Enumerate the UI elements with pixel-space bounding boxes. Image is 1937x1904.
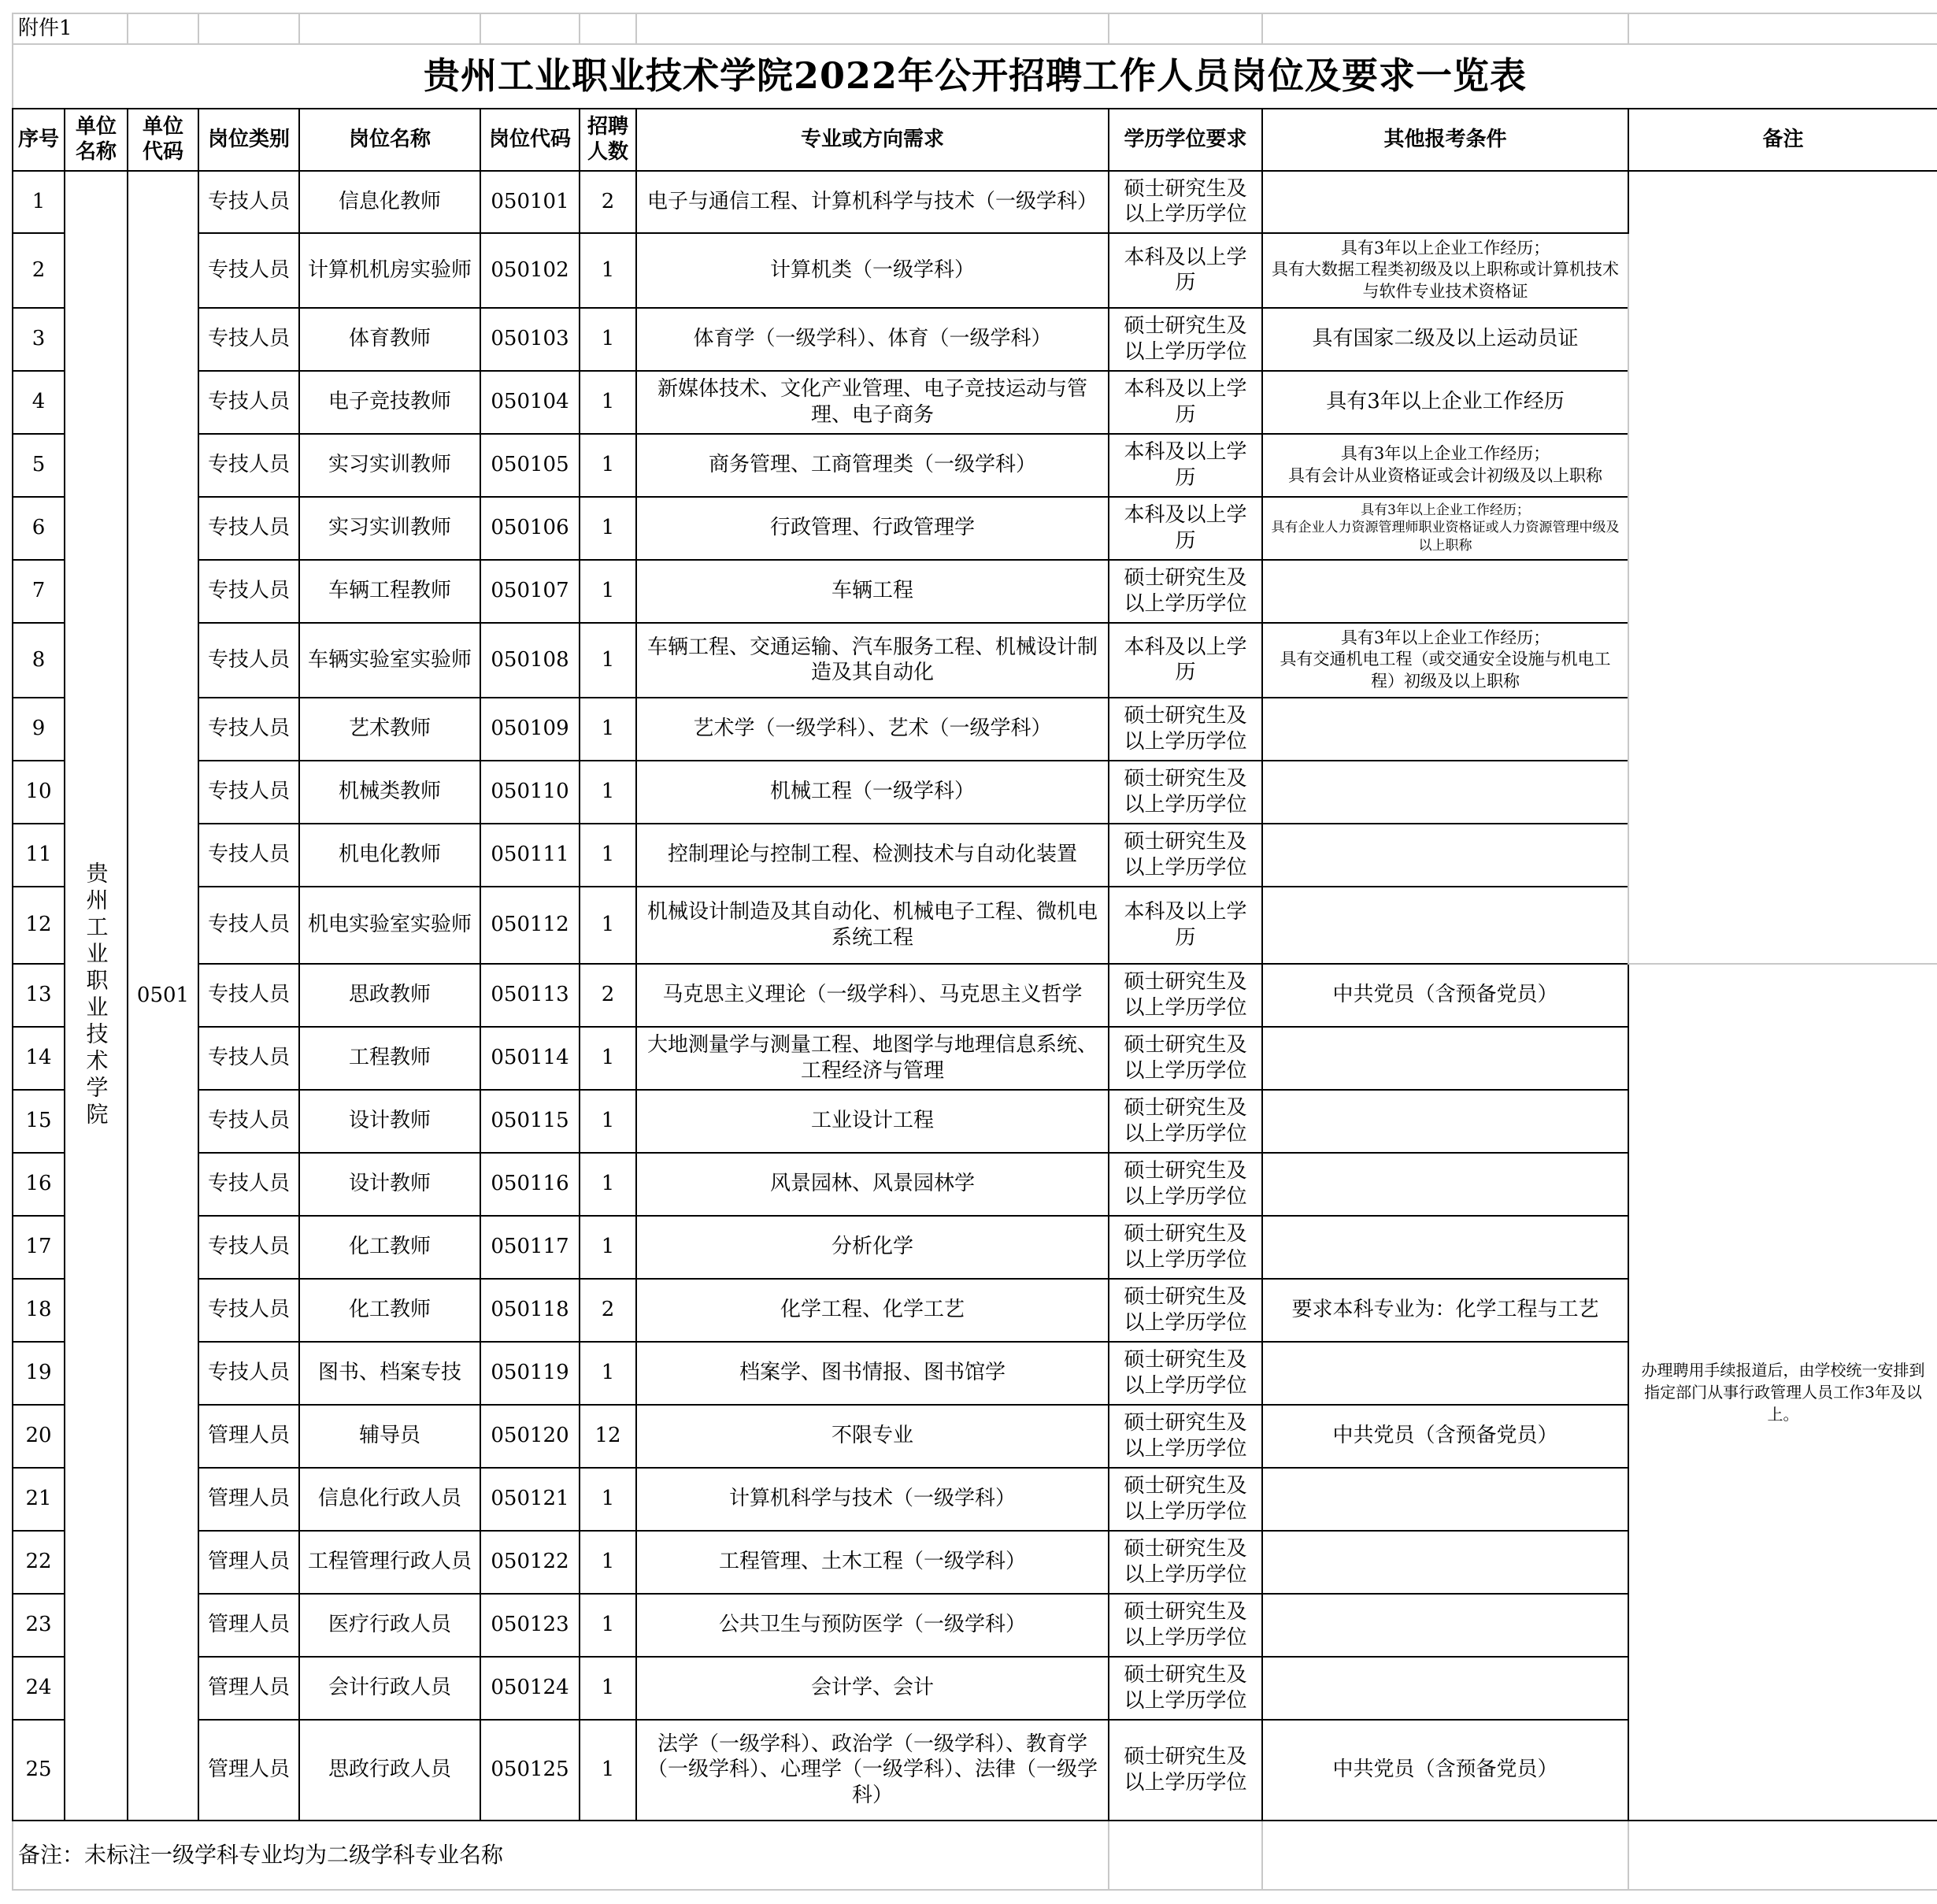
cell-position-code[interactable]: 050116 <box>480 1153 580 1216</box>
cell-degree[interactable]: 本科及以上学历 <box>1109 497 1262 560</box>
footnote-row <box>13 1821 1937 1890</box>
cell-position-code[interactable]: 050109 <box>480 698 580 761</box>
cell-position[interactable]: 设计教师 <box>299 1153 480 1216</box>
cell-count[interactable]: 1 <box>580 623 636 698</box>
cell-position[interactable]: 车辆实验室实验师 <box>299 623 480 698</box>
empty-cell[interactable] <box>1262 1821 1628 1890</box>
cell-position[interactable]: 医疗行政人员 <box>299 1594 480 1657</box>
cell-unit-name[interactable]: 贵州工业职业技术学院 <box>65 171 128 1821</box>
cell-other[interactable]: 具有3年以上企业工作经历； 具有会计从业资格证或会计初级及以上职称 <box>1262 434 1628 497</box>
cell-category[interactable]: 专技人员 <box>198 497 299 560</box>
table-row <box>13 171 1937 233</box>
cell-other[interactable]: 中共党员（含预备党员） <box>1262 1720 1628 1821</box>
cell-major[interactable]: 艺术学（一级学科）、艺术（一级学科） <box>636 698 1109 761</box>
cell-major[interactable]: 风景园林、风景园林学 <box>636 1153 1109 1216</box>
cell-count[interactable]: 1 <box>580 1153 636 1216</box>
cell-position[interactable]: 会计行政人员 <box>299 1657 480 1720</box>
cell-position-code[interactable]: 050119 <box>480 1342 580 1405</box>
cell-position[interactable]: 工程教师 <box>299 1027 480 1090</box>
cell-degree[interactable]: 硕士研究生及以上学历学位 <box>1109 1342 1262 1405</box>
cell-position[interactable]: 信息化教师 <box>299 171 480 233</box>
cell-degree[interactable]: 硕士研究生及以上学历学位 <box>1109 1027 1262 1090</box>
cell-remark[interactable]: 办理聘用手续报道后，由学校统一安排到指定部门从事行政管理人员工作3年及以上。 <box>1628 964 1937 1821</box>
cell-other[interactable] <box>1262 560 1628 623</box>
cell-seq[interactable]: 17 <box>13 1216 65 1279</box>
cell-position[interactable]: 图书、档案专技 <box>299 1342 480 1405</box>
cell-position[interactable]: 电子竞技教师 <box>299 371 480 434</box>
cell-position-code[interactable]: 050118 <box>480 1279 580 1342</box>
cell-position-code[interactable]: 050105 <box>480 434 580 497</box>
header-seq[interactable]: 序号 <box>13 109 65 171</box>
cell-count[interactable]: 1 <box>580 371 636 434</box>
cell-seq[interactable]: 4 <box>13 371 65 434</box>
cell-position-code[interactable]: 050106 <box>480 497 580 560</box>
table-row <box>13 964 1937 1027</box>
cell-count[interactable]: 2 <box>580 964 636 1027</box>
cell-seq[interactable]: 22 <box>13 1531 65 1594</box>
cell-position[interactable]: 机电实验室实验师 <box>299 887 480 964</box>
cell-category[interactable]: 专技人员 <box>198 1342 299 1405</box>
empty-cell[interactable] <box>1109 1821 1262 1890</box>
cell-count[interactable]: 1 <box>580 887 636 964</box>
cell-category[interactable]: 专技人员 <box>198 308 299 371</box>
page-title[interactable]: 贵州工业职业技术学院2022年公开招聘工作人员岗位及要求一览表 <box>13 44 1937 109</box>
cell-major[interactable]: 机械工程（一级学科） <box>636 761 1109 824</box>
cell-count[interactable]: 1 <box>580 233 636 308</box>
cell-major[interactable]: 车辆工程、交通运输、汽车服务工程、机械设计制造及其自动化 <box>636 623 1109 698</box>
header-position-code[interactable]: 岗位代码 <box>480 109 580 171</box>
cell-position-code[interactable]: 050113 <box>480 964 580 1027</box>
cell-degree[interactable]: 本科及以上学历 <box>1109 233 1262 308</box>
cell-position[interactable]: 实习实训教师 <box>299 434 480 497</box>
cell-other[interactable] <box>1262 824 1628 887</box>
cell-position[interactable]: 体育教师 <box>299 308 480 371</box>
empty-cell[interactable] <box>299 13 480 44</box>
cell-count[interactable]: 1 <box>580 497 636 560</box>
cell-unit-code[interactable]: 0501 <box>128 171 198 1821</box>
cell-major[interactable]: 不限专业 <box>636 1405 1109 1468</box>
cell-category[interactable]: 管理人员 <box>198 1594 299 1657</box>
cell-category[interactable]: 专技人员 <box>198 887 299 964</box>
cell-count[interactable]: 1 <box>580 1090 636 1153</box>
cell-category[interactable]: 管理人员 <box>198 1657 299 1720</box>
cell-position-code[interactable]: 050102 <box>480 233 580 308</box>
cell-other[interactable] <box>1262 1531 1628 1594</box>
empty-cell[interactable] <box>198 13 299 44</box>
cell-position-code[interactable]: 050125 <box>480 1720 580 1821</box>
cell-degree[interactable]: 硕士研究生及以上学历学位 <box>1109 171 1262 233</box>
cell-seq[interactable]: 19 <box>13 1342 65 1405</box>
cell-seq[interactable]: 16 <box>13 1153 65 1216</box>
cell-category[interactable]: 管理人员 <box>198 1531 299 1594</box>
cell-seq[interactable]: 21 <box>13 1468 65 1531</box>
cell-other[interactable]: 中共党员（含预备党员） <box>1262 964 1628 1027</box>
cell-count[interactable]: 1 <box>580 1657 636 1720</box>
cell-degree[interactable]: 硕士研究生及以上学历学位 <box>1109 1279 1262 1342</box>
cell-degree[interactable]: 硕士研究生及以上学历学位 <box>1109 1531 1262 1594</box>
cell-position[interactable]: 机械类教师 <box>299 761 480 824</box>
cell-position[interactable]: 信息化行政人员 <box>299 1468 480 1531</box>
cell-seq[interactable]: 13 <box>13 964 65 1027</box>
header-remark[interactable]: 备注 <box>1628 109 1937 171</box>
cell-count[interactable]: 1 <box>580 1720 636 1821</box>
cell-degree[interactable]: 硕士研究生及以上学历学位 <box>1109 1405 1262 1468</box>
header-unit-code[interactable]: 单位代码 <box>128 109 198 171</box>
cell-count[interactable]: 1 <box>580 1342 636 1405</box>
cell-position-code[interactable]: 050103 <box>480 308 580 371</box>
attachment-row <box>13 13 1937 44</box>
cell-other[interactable]: 要求本科专业为：化学工程与工艺 <box>1262 1279 1628 1342</box>
empty-cell[interactable] <box>1628 1821 1937 1890</box>
cell-major[interactable]: 分析化学 <box>636 1216 1109 1279</box>
cell-major[interactable]: 车辆工程 <box>636 560 1109 623</box>
cell-seq[interactable]: 18 <box>13 1279 65 1342</box>
cell-category[interactable]: 专技人员 <box>198 824 299 887</box>
cell-category[interactable]: 专技人员 <box>198 1279 299 1342</box>
cell-major[interactable]: 档案学、图书情报、图书馆学 <box>636 1342 1109 1405</box>
header-unit-name[interactable]: 单位名称 <box>65 109 128 171</box>
cell-seq[interactable]: 7 <box>13 560 65 623</box>
cell-position[interactable]: 思政教师 <box>299 964 480 1027</box>
cell-other[interactable]: 具有国家二级及以上运动员证 <box>1262 308 1628 371</box>
cell-degree[interactable]: 硕士研究生及以上学历学位 <box>1109 1153 1262 1216</box>
cell-major[interactable]: 法学（一级学科）、政治学（一级学科）、教育学（一级学科）、心理学（一级学科）、法律（一级学科） <box>636 1720 1109 1821</box>
cell-other[interactable]: 具有3年以上企业工作经历 <box>1262 371 1628 434</box>
cell-position-code[interactable]: 050123 <box>480 1594 580 1657</box>
cell-degree[interactable]: 本科及以上学历 <box>1109 371 1262 434</box>
cell-position-code[interactable]: 050110 <box>480 761 580 824</box>
cell-count[interactable]: 2 <box>580 171 636 233</box>
cell-degree[interactable]: 硕士研究生及以上学历学位 <box>1109 824 1262 887</box>
empty-cell[interactable] <box>636 13 1109 44</box>
cell-category[interactable]: 专技人员 <box>198 1216 299 1279</box>
cell-seq[interactable]: 6 <box>13 497 65 560</box>
cell-category[interactable]: 专技人员 <box>198 1153 299 1216</box>
title-row <box>13 44 1937 109</box>
cell-other[interactable]: 具有3年以上企业工作经历； 具有大数据工程类初级及以上职称或计算机技术与软件专业技术资格证 <box>1262 233 1628 308</box>
cell-seq[interactable]: 10 <box>13 761 65 824</box>
cell-seq[interactable]: 5 <box>13 434 65 497</box>
cell-position-code[interactable]: 050108 <box>480 623 580 698</box>
cell-seq[interactable]: 11 <box>13 824 65 887</box>
cell-other[interactable]: 具有3年以上企业工作经历； 具有交通机电工程（或交通安全设施与机电工程）初级及以上职称 <box>1262 623 1628 698</box>
cell-category[interactable]: 专技人员 <box>198 1090 299 1153</box>
cell-position-code[interactable]: 050117 <box>480 1216 580 1279</box>
cell-position[interactable]: 车辆工程教师 <box>299 560 480 623</box>
cell-count[interactable]: 1 <box>580 1531 636 1594</box>
cell-degree[interactable]: 硕士研究生及以上学历学位 <box>1109 964 1262 1027</box>
empty-cell[interactable] <box>580 13 636 44</box>
cell-other[interactable] <box>1262 1342 1628 1405</box>
cell-major[interactable]: 机械设计制造及其自动化、机械电子工程、微机电系统工程 <box>636 887 1109 964</box>
cell-category[interactable]: 管理人员 <box>198 1720 299 1821</box>
cell-seq[interactable]: 12 <box>13 887 65 964</box>
cell-count[interactable]: 2 <box>580 1279 636 1342</box>
cell-category[interactable]: 专技人员 <box>198 171 299 233</box>
cell-category[interactable]: 专技人员 <box>198 560 299 623</box>
cell-seq[interactable]: 9 <box>13 698 65 761</box>
cell-degree[interactable]: 本科及以上学历 <box>1109 434 1262 497</box>
cell-count[interactable]: 1 <box>580 824 636 887</box>
cell-position[interactable]: 化工教师 <box>299 1216 480 1279</box>
cell-other[interactable] <box>1262 698 1628 761</box>
cell-seq[interactable]: 24 <box>13 1657 65 1720</box>
cell-seq[interactable]: 20 <box>13 1405 65 1468</box>
cell-degree[interactable]: 本科及以上学历 <box>1109 887 1262 964</box>
cell-count[interactable]: 1 <box>580 1216 636 1279</box>
cell-category[interactable]: 专技人员 <box>198 371 299 434</box>
empty-cell[interactable] <box>1109 13 1262 44</box>
cell-position[interactable]: 设计教师 <box>299 1090 480 1153</box>
cell-other[interactable] <box>1262 1090 1628 1153</box>
cell-major[interactable]: 工程管理、土木工程（一级学科） <box>636 1531 1109 1594</box>
header-category[interactable]: 岗位类别 <box>198 109 299 171</box>
cell-major[interactable]: 马克思主义理论（一级学科）、马克思主义哲学 <box>636 964 1109 1027</box>
cell-category[interactable]: 管理人员 <box>198 1468 299 1531</box>
cell-category[interactable]: 专技人员 <box>198 233 299 308</box>
cell-position[interactable]: 工程管理行政人员 <box>299 1531 480 1594</box>
cell-major[interactable]: 体育学（一级学科）、体育（一级学科） <box>636 308 1109 371</box>
cell-position[interactable]: 化工教师 <box>299 1279 480 1342</box>
cell-other[interactable] <box>1262 761 1628 824</box>
cell-category[interactable]: 管理人员 <box>198 1405 299 1468</box>
cell-other[interactable] <box>1262 1216 1628 1279</box>
cell-other[interactable] <box>1262 171 1628 233</box>
cell-degree[interactable]: 硕士研究生及以上学历学位 <box>1109 1090 1262 1153</box>
cell-major[interactable]: 新媒体技术、文化产业管理、电子竞技运动与管理、电子商务 <box>636 371 1109 434</box>
cell-count[interactable]: 1 <box>580 1594 636 1657</box>
cell-category[interactable]: 专技人员 <box>198 698 299 761</box>
cell-degree[interactable]: 硕士研究生及以上学历学位 <box>1109 1720 1262 1821</box>
cell-other[interactable]: 中共党员（含预备党员） <box>1262 1405 1628 1468</box>
cell-major[interactable]: 化学工程、化学工艺 <box>636 1279 1109 1342</box>
cell-major[interactable]: 行政管理、行政管理学 <box>636 497 1109 560</box>
attachment-label[interactable]: 附件1 <box>13 13 128 44</box>
cell-position-code[interactable]: 050122 <box>480 1531 580 1594</box>
cell-position[interactable]: 计算机机房实验师 <box>299 233 480 308</box>
cell-seq[interactable]: 14 <box>13 1027 65 1090</box>
cell-position-code[interactable]: 050124 <box>480 1657 580 1720</box>
cell-position-code[interactable]: 050121 <box>480 1468 580 1531</box>
cell-degree[interactable]: 硕士研究生及以上学历学位 <box>1109 308 1262 371</box>
cell-seq[interactable]: 8 <box>13 623 65 698</box>
cell-major[interactable]: 会计学、会计 <box>636 1657 1109 1720</box>
empty-cell[interactable] <box>128 13 198 44</box>
cell-seq[interactable]: 1 <box>13 171 65 233</box>
cell-degree[interactable]: 硕士研究生及以上学历学位 <box>1109 1216 1262 1279</box>
header-major[interactable]: 专业或方向需求 <box>636 109 1109 171</box>
cell-degree[interactable]: 硕士研究生及以上学历学位 <box>1109 698 1262 761</box>
cell-other[interactable]: 具有3年以上企业工作经历； 具有企业人力资源管理师职业资格证或人力资源管理中级及以上职称 <box>1262 497 1628 560</box>
cell-seq[interactable]: 2 <box>13 233 65 308</box>
cell-count[interactable]: 12 <box>580 1405 636 1468</box>
cell-position[interactable]: 辅导员 <box>299 1405 480 1468</box>
cell-count[interactable]: 1 <box>580 434 636 497</box>
cell-other[interactable] <box>1262 1657 1628 1720</box>
cell-degree[interactable]: 硕士研究生及以上学历学位 <box>1109 1468 1262 1531</box>
cell-seq[interactable]: 3 <box>13 308 65 371</box>
cell-seq[interactable]: 15 <box>13 1090 65 1153</box>
cell-position-code[interactable]: 050112 <box>480 887 580 964</box>
cell-position-code[interactable]: 050120 <box>480 1405 580 1468</box>
cell-count[interactable]: 1 <box>580 1468 636 1531</box>
cell-category[interactable]: 专技人员 <box>198 623 299 698</box>
cell-major[interactable]: 计算机类（一级学科） <box>636 233 1109 308</box>
cell-other[interactable] <box>1262 1468 1628 1531</box>
header-position[interactable]: 岗位名称 <box>299 109 480 171</box>
cell-seq[interactable]: 25 <box>13 1720 65 1821</box>
cell-count[interactable]: 1 <box>580 308 636 371</box>
cell-position[interactable]: 实习实训教师 <box>299 497 480 560</box>
cell-position-code[interactable]: 050104 <box>480 371 580 434</box>
cell-other[interactable] <box>1262 887 1628 964</box>
cell-major[interactable]: 工业设计工程 <box>636 1090 1109 1153</box>
header-degree[interactable]: 学历学位要求 <box>1109 109 1262 171</box>
cell-other[interactable] <box>1262 1153 1628 1216</box>
cell-category[interactable]: 专技人员 <box>198 964 299 1027</box>
cell-major[interactable]: 商务管理、工商管理类（一级学科） <box>636 434 1109 497</box>
cell-count[interactable]: 1 <box>580 698 636 761</box>
cell-other[interactable] <box>1262 1594 1628 1657</box>
header-row <box>13 109 1937 171</box>
cell-position-code[interactable]: 050114 <box>480 1027 580 1090</box>
cell-count[interactable]: 1 <box>580 761 636 824</box>
footnote[interactable]: 备注：未标注一级学科专业均为二级学科专业名称 <box>13 1821 1109 1890</box>
cell-position-code[interactable]: 050115 <box>480 1090 580 1153</box>
cell-major[interactable]: 控制理论与控制工程、检测技术与自动化装置 <box>636 824 1109 887</box>
cell-position-code[interactable]: 050101 <box>480 171 580 233</box>
cell-position[interactable]: 机电化教师 <box>299 824 480 887</box>
cell-remark[interactable] <box>1628 171 1937 964</box>
cell-count[interactable]: 1 <box>580 560 636 623</box>
cell-degree[interactable]: 本科及以上学历 <box>1109 623 1262 698</box>
cell-position-code[interactable]: 050107 <box>480 560 580 623</box>
cell-major[interactable]: 电子与通信工程、计算机科学与技术（一级学科） <box>636 171 1109 233</box>
cell-degree[interactable]: 硕士研究生及以上学历学位 <box>1109 761 1262 824</box>
recruitment-table <box>12 13 1937 1891</box>
cell-position[interactable]: 思政行政人员 <box>299 1720 480 1821</box>
cell-position[interactable]: 艺术教师 <box>299 698 480 761</box>
cell-major[interactable]: 计算机科学与技术（一级学科） <box>636 1468 1109 1531</box>
cell-degree[interactable]: 硕士研究生及以上学历学位 <box>1109 1594 1262 1657</box>
cell-major[interactable]: 公共卫生与预防医学（一级学科） <box>636 1594 1109 1657</box>
cell-category[interactable]: 专技人员 <box>198 434 299 497</box>
cell-degree[interactable]: 硕士研究生及以上学历学位 <box>1109 1657 1262 1720</box>
cell-category[interactable]: 专技人员 <box>198 1027 299 1090</box>
cell-degree[interactable]: 硕士研究生及以上学历学位 <box>1109 560 1262 623</box>
cell-count[interactable]: 1 <box>580 1027 636 1090</box>
cell-position-code[interactable]: 050111 <box>480 824 580 887</box>
header-count[interactable]: 招聘人数 <box>580 109 636 171</box>
empty-cell[interactable] <box>1262 13 1628 44</box>
empty-cell[interactable] <box>1628 13 1937 44</box>
cell-seq[interactable]: 23 <box>13 1594 65 1657</box>
cell-major[interactable]: 大地测量学与测量工程、地图学与地理信息系统、工程经济与管理 <box>636 1027 1109 1090</box>
cell-other[interactable] <box>1262 1027 1628 1090</box>
header-other[interactable]: 其他报考条件 <box>1262 109 1628 171</box>
empty-cell[interactable] <box>480 13 580 44</box>
cell-category[interactable]: 专技人员 <box>198 761 299 824</box>
